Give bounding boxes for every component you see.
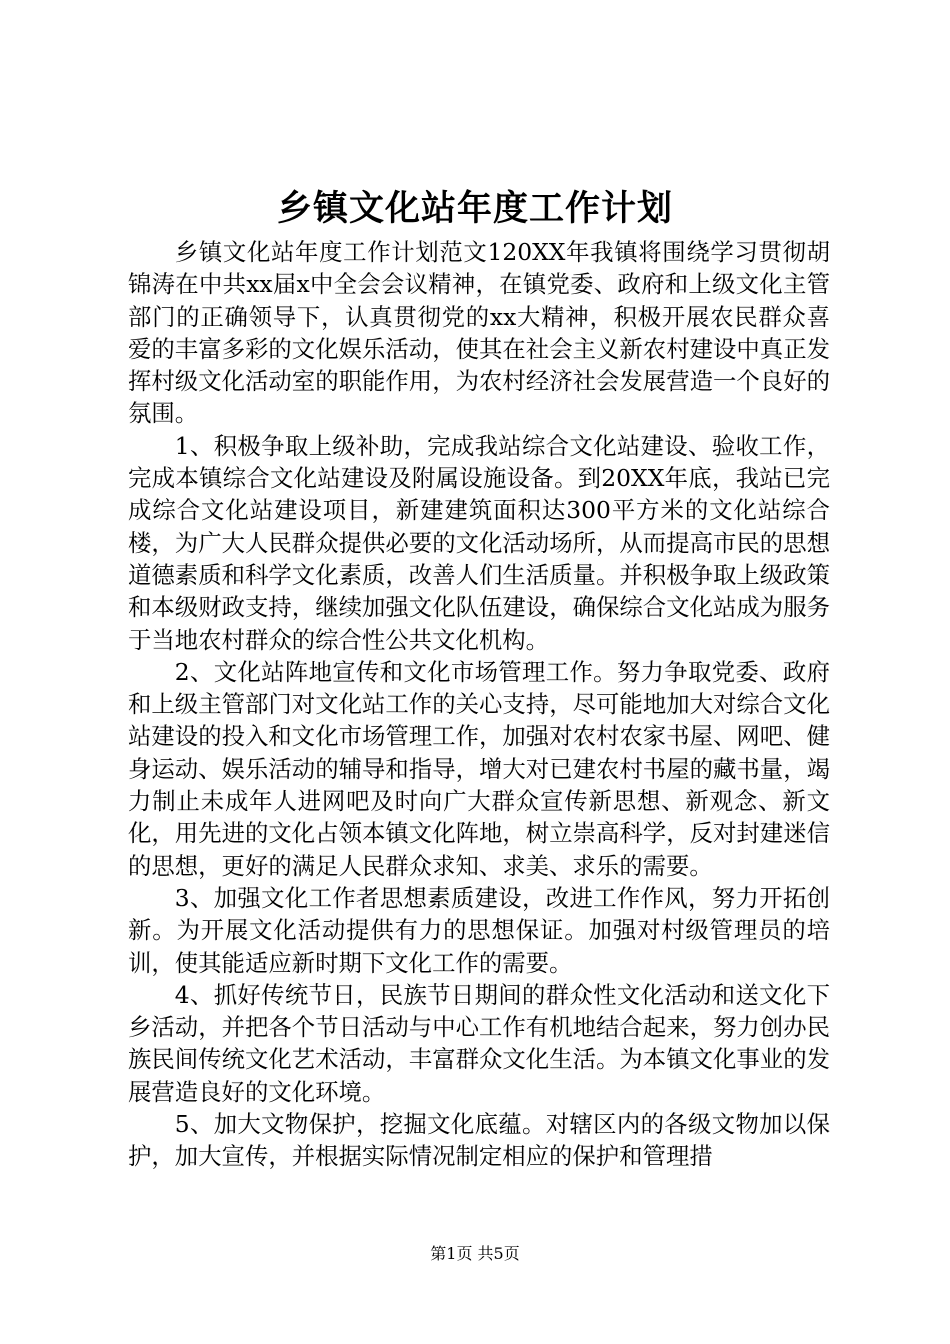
paragraph-item-5: 5、加大文物保护，挖掘文化底蕴。对辖区内的各级文物加以保护，加大宣传，并根据实际情况制定相应的保护和管理措: [128, 1110, 830, 1171]
document-title: 乡镇文化站年度工作计划: [276, 189, 673, 229]
paragraph-item-1: 1、积极争取上级补助，完成我站综合文化站建设、验收工作，完成本镇综合文化站建设及附属设施设备。到20XX年底，我站已完成综合文化站建设项目，新建建筑面积达300平方米的文化站综合楼，为广大人民群众提供必要的文化活动场所，从而提高市民的思想道德素质和科学文化素质，改善人们生活质量。并积极争取上级政策和本级财政支持，继续加强文化队伍建设，确保综合文化站成为服务于当地农村群众的综合性公共文化机构。: [128, 431, 830, 654]
paragraph-item-4: 4、抓好传统节日，民族节日期间的群众性文化活动和送文化下乡活动，并把各个节日活动与中心工作有机地结合起来，努力创办民族民间传统文化艺术活动，丰富群众文化生活。为本镇文化事业的发展营造良好的文化环境。: [128, 980, 830, 1106]
document-body: [128, 236, 830, 1173]
paragraph-item-3: 3、加强文化工作者思想素质建设，改进工作作风，努力开拓创新。为开展文化活动提供有力的思想保证。加强对村级管理员的培训，使其能适应新时期下文化工作的需要。: [128, 883, 830, 977]
paragraph-intro: 乡镇文化站年度工作计划范文120XX年我镇将围绕学习贯彻胡锦涛在中共xx届x中全会会议精神，在镇党委、政府和上级文化主管部门的正确领导下，认真贯彻党的xx大精神，积极开展农民群众喜爱的丰富多彩的文化娱乐活动，使其在社会主义新农村建设中真正发挥村级文化活动室的职能作用，为农村经济社会发展营造一个良好的氛围。: [128, 238, 830, 428]
page-footer: 第1页 共5页: [430, 1244, 520, 1263]
paragraph-item-2: 2、文化站阵地宣传和文化市场管理工作。努力争取党委、政府和上级主管部门对文化站工作的关心支持，尽可能地加大对综合文化站建设的投入和文化市场管理工作，加强对农村农家书屋、网吧、健身运动、娱乐活动的辅导和指导，增大对已建农村书屋的藏书量，竭力制止未成年人进网吧及时向广大群众宣传新思想、新观念、新文化，用先进的文化占领本镇文化阵地，树立崇高科学，反对封建迷信的思想，更好的满足人民群众求知、求美、求乐的需要。: [128, 657, 830, 880]
